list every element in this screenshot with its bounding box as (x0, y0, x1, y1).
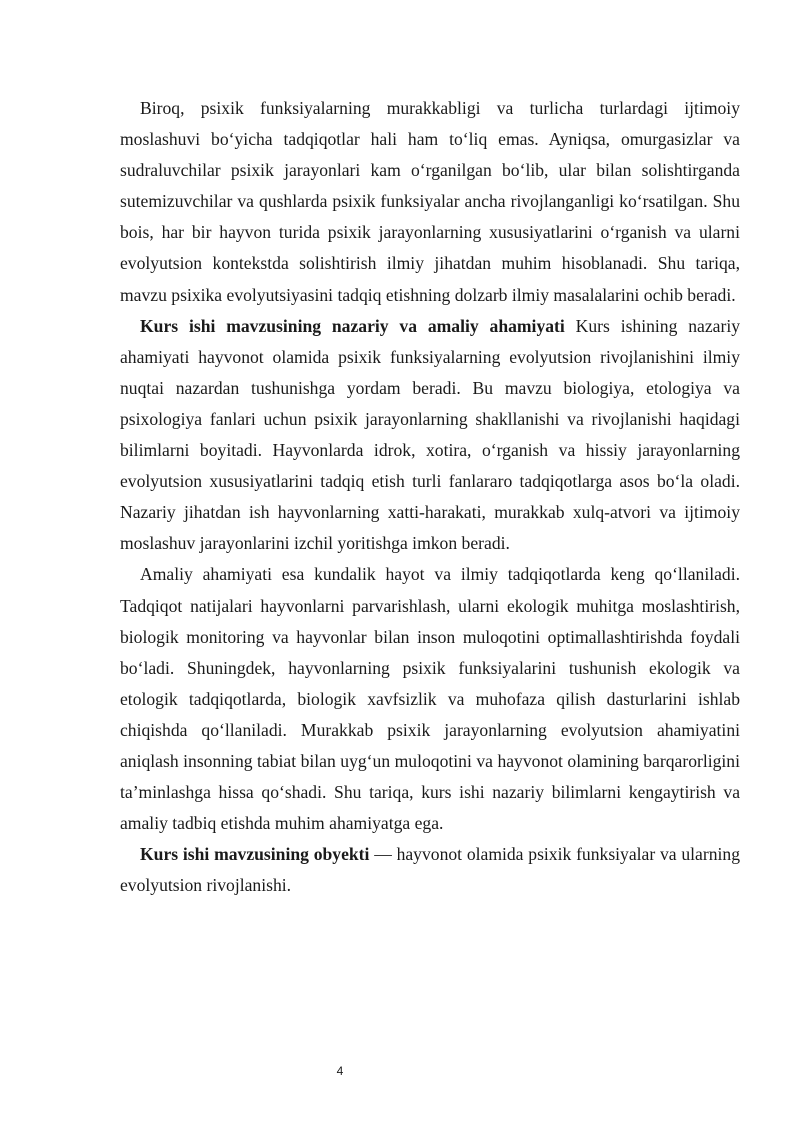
paragraph-text: Kurs ishining nazariy ahamiyati hayvonot olamida psixik funksiyalarning evolyutsion rivojlanishini ilmiy nuqtai nazardan tushunishga yordam beradi. Bu mavzu biologiya, etologiya va psixologiya fanlari uchun psixik jarayonlarning shakllanishi va rivojlanishi haqidagi bilimlarni boyitadi. Hayvonlarda idrok, xotira, oʻrganish va hissiy jarayonlarning evolyutsion xususiyatlarini tadqiq etish turli fanlararo tadqiqotlarga asos boʻla oladi. Nazariy jihatdan ish hayvonlarning xatti-harakati, murakkab xulq-atvori va ijtimoiy moslashuv jarayonlarini izchil yoritishga imkon beradi. (120, 315, 740, 554)
paragraph-object (120, 839, 740, 901)
paragraph-practical (120, 559, 740, 839)
paragraph-text: Amaliy ahamiyati esa kundalik hayot va ilmiy tadqiqotlarda keng qoʻllaniladi. Tadqiqot natijalari hayvonlarni parvarishlash, ularni ekologik muhitga moslashtirish, biologik monitoring va hayvonlar bilan inson muloqotini optimallashtirishda foydali boʻladi. Shuningdek, hayvonlarning psixik funksiyalarini tushunish ekologik va etologik tadqiqotlarda, biologik xavfsizlik va muhofaza qilish dasturlarini ishlab chiqishda qoʻllaniladi. Murakkab psixik jarayonlarning evolyutsion ahamiyatini aniqlash insonning tabiat bilan uygʻun muloqotini va hayvonot olamining barqarorligini taʼminlashga hissa qoʻshadi. Shu tariqa, kurs ishi nazariy bilimlarni kengaytirish va amaliy tadbiq etishda muhim ahamiyatga ega. (120, 564, 740, 834)
paragraph-text: Biroq, psixik funksiyalarning murakkabligi va turlicha turlardagi ijtimoiy moslashuvi boʻyicha tadqiqotlar hali ham toʻliq emas. Ayniqsa, omurgasizlar va sudraluvchilar psixik jarayonlari kam oʻrganilgan boʻlib, ular bilan solishtirganda sutemizuvchilar va qushlarda psixik funksiyalar ancha rivojlanganligi koʻrsatilgan. Shu bois, har bir hayvon turida psixik jarayonlarning xususiyatlarini oʻrganish va ularni evolyutsion kontekstda solishtirish ilmiy jihatdan muhim hisoblanadi. Shu tariqa, mavzu psixika evolyutsiyasini tadqiq etishning dolzarb ilmiy masalalarini ochib beradi. (120, 98, 740, 305)
paragraph-heading: Kurs ishi mavzusining obyekti (140, 844, 370, 865)
paragraph-text: — hayvonot olamida psixik funksiyalar va ularning evolyutsion rivojlanishi. (120, 844, 740, 896)
document-body (120, 93, 740, 901)
paragraph-relevance (120, 93, 740, 311)
paragraph-heading: Kurs ishi mavzusining nazariy va amaliy ahamiyati (140, 315, 565, 336)
page-number: 4 (336, 1064, 344, 1078)
paragraph-significance (120, 311, 740, 560)
